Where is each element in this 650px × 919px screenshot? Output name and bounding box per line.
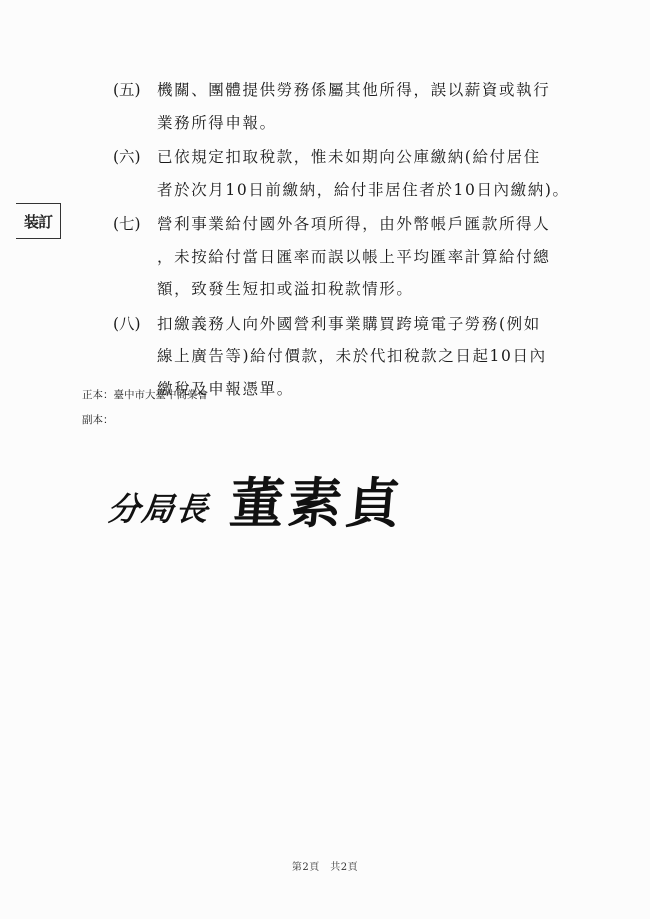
item-line: 者於次月10日前繳納，給付非居住者於10日內繳納)。: [157, 180, 570, 199]
item-line: 機關、團體提供勞務係屬其他所得，誤以薪資或執行: [157, 81, 551, 99]
list-item: [113, 141, 593, 206]
item-text: [157, 141, 593, 206]
item-line: 繳稅及申報憑單。: [157, 379, 294, 398]
signature-name: 董素貞: [227, 471, 407, 535]
item-line: 扣繳義務人向外國營利事業購買跨境電子勞務(例如: [157, 314, 541, 333]
signature-title: 分局長: [105, 490, 212, 528]
signature-block: [105, 471, 407, 535]
item-marker: (五): [113, 81, 141, 99]
item-marker: (六): [113, 148, 141, 166]
item-marker: (八): [113, 314, 141, 333]
item-line: 業務所得申報。: [157, 113, 277, 132]
item-text: [157, 208, 593, 306]
list-item: [113, 74, 593, 139]
item-text: [157, 74, 593, 139]
item-text: [157, 308, 593, 406]
distribution-copy: 副本：: [82, 414, 114, 426]
distribution-main: 正本：臺中市大臺中商業會: [82, 389, 208, 401]
item-line: 線上廣告等)給付價款，未於代扣稅款之日起10日內: [157, 347, 547, 365]
item-line: ，未按給付當日匯率而誤以帳上平均匯率計算給付總: [157, 247, 551, 266]
item-line: 已依規定扣取稅款，惟未如期向公庫繳納(給付居住: [157, 148, 541, 166]
list-item: [113, 208, 593, 306]
item-line: 額，致發生短扣或溢扣稅款情形。: [157, 280, 414, 298]
item-line: 營利事業給付國外各項所得，由外幣帳戶匯款所得人: [157, 215, 551, 233]
item-marker: (七): [113, 215, 141, 233]
binding-stamp: 装訂: [16, 203, 61, 239]
page-number: 第2頁 共2頁: [291, 862, 359, 873]
item-list: [113, 74, 593, 407]
